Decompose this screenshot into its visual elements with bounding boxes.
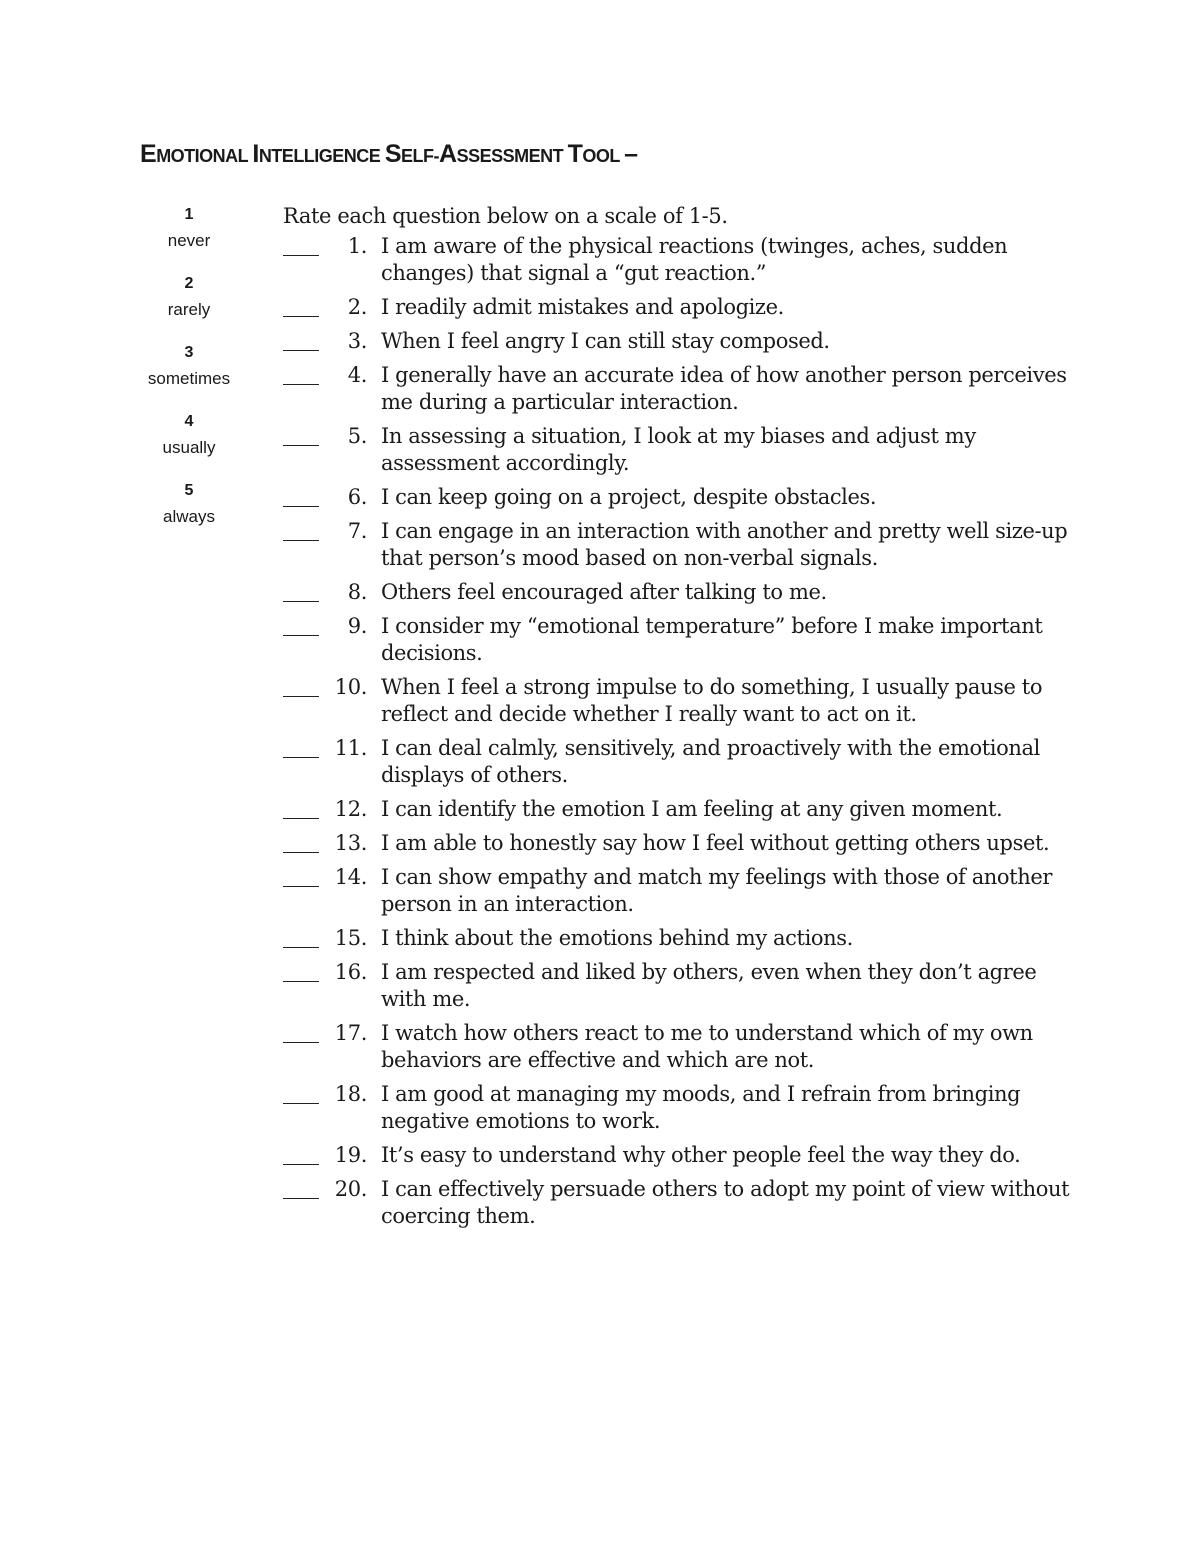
title-part: A	[439, 140, 457, 168]
question-item	[283, 674, 1073, 728]
scale-label: never	[167, 231, 211, 250]
question-number: 9.	[347, 614, 367, 638]
question-number: 14.	[334, 865, 367, 889]
scale-item	[130, 479, 248, 548]
title-part: –	[624, 140, 638, 168]
title-part: T	[567, 140, 583, 168]
question-number: 2.	[347, 295, 367, 319]
question-text: I think about the emotions behind my actions.	[381, 926, 853, 950]
answer-blank[interactable]	[283, 518, 326, 572]
scale-label: sometimes	[147, 369, 231, 388]
question-text: I can identify the emotion I am feeling at any given moment.	[381, 797, 1003, 821]
question-text: When I feel angry I can still stay composed.	[381, 329, 830, 353]
question-text: When I feel a strong impulse to do something, I usually pause to reflect and decide whether I really want to act on it.	[381, 675, 1043, 726]
answer-blank[interactable]	[283, 579, 326, 606]
title-part: E	[140, 140, 157, 168]
answer-blank[interactable]	[283, 1176, 326, 1230]
title-part: S	[384, 140, 402, 168]
question-item	[283, 423, 1073, 477]
question-text: I can effectively persuade others to adopt my point of view without coercing them.	[381, 1177, 1070, 1228]
question-number: 7.	[347, 519, 367, 543]
question-item	[283, 233, 1073, 287]
title-part: I	[252, 140, 259, 168]
question-number: 4.	[347, 363, 367, 387]
instructions: Rate each question below on a scale of 1-5.	[283, 204, 728, 228]
question-text: I am aware of the physical reactions (twinges, aches, sudden changes) that signal a “gut reaction.”	[381, 234, 1008, 285]
question-text: In assessing a situation, I look at my biases and adjust my assessment accordingly.	[381, 424, 976, 475]
question-number: 15.	[334, 926, 367, 950]
question-number: 20.	[334, 1177, 367, 1201]
question-text: I can engage in an interaction with another and pretty well size-up that person’s mood based on non-verbal signals.	[381, 519, 1068, 570]
question-text: I can keep going on a project, despite obstacles.	[381, 485, 877, 509]
answer-blank[interactable]	[283, 362, 326, 416]
scale-label: usually	[162, 438, 216, 457]
scale-item	[130, 272, 248, 341]
answer-blank[interactable]	[283, 864, 326, 918]
question-number: 13.	[334, 831, 367, 855]
question-number: 5.	[347, 424, 367, 448]
answer-blank[interactable]	[283, 294, 326, 321]
document-title	[140, 140, 637, 169]
question-item	[283, 925, 1073, 952]
question-number: 18.	[334, 1082, 367, 1106]
scale-number: 3	[184, 344, 194, 361]
scale-item	[130, 203, 248, 272]
question-item	[283, 1142, 1073, 1169]
scale-number: 2	[184, 275, 194, 292]
answer-blank[interactable]	[283, 830, 326, 857]
question-item	[283, 518, 1073, 572]
question-item	[283, 579, 1073, 606]
answer-blank[interactable]	[283, 1081, 326, 1135]
question-item	[283, 735, 1073, 789]
question-number: 19.	[334, 1143, 367, 1167]
question-number: 1.	[347, 234, 367, 258]
question-item	[283, 1020, 1073, 1074]
answer-blank[interactable]	[283, 674, 326, 728]
scale-number: 5	[184, 482, 194, 499]
title-part: ELF-	[401, 146, 440, 166]
question-text: I am good at managing my moods, and I refrain from bringing negative emotions to work.	[381, 1082, 1021, 1133]
answer-blank[interactable]	[283, 735, 326, 789]
question-text: I watch how others react to me to understand which of my own behaviors are effective and which are not.	[381, 1021, 1033, 1072]
scale-item	[130, 410, 248, 479]
question-number: 16.	[334, 960, 367, 984]
question-text: I consider my “emotional temperature” before I make important decisions.	[381, 614, 1043, 665]
rating-scale-legend	[130, 203, 248, 548]
question-item	[283, 294, 1073, 321]
question-text: Others feel encouraged after talking to me.	[381, 580, 827, 604]
question-number: 12.	[334, 797, 367, 821]
answer-blank[interactable]	[283, 1142, 326, 1169]
question-number: 6.	[347, 485, 367, 509]
question-text: I readily admit mistakes and apologize.	[381, 295, 784, 319]
answer-blank[interactable]	[283, 484, 326, 511]
title-part: NTELLIGENCE	[258, 146, 385, 166]
answer-blank[interactable]	[283, 925, 326, 952]
question-item	[283, 830, 1073, 857]
question-number: 8.	[347, 580, 367, 604]
answer-blank[interactable]	[283, 1020, 326, 1074]
answer-blank[interactable]	[283, 328, 326, 355]
question-number: 10.	[334, 675, 367, 699]
question-text: I am able to honestly say how I feel without getting others upset.	[381, 831, 1050, 855]
question-item	[283, 613, 1073, 667]
answer-blank[interactable]	[283, 613, 326, 667]
question-text: I generally have an accurate idea of how another person perceives me during a particular interaction.	[381, 363, 1067, 414]
question-text: It’s easy to understand why other people feel the way they do.	[381, 1143, 1021, 1167]
questionnaire	[283, 199, 1073, 1237]
answer-blank[interactable]	[283, 959, 326, 1013]
question-text: I am respected and liked by others, even when they don’t agree with me.	[381, 960, 1037, 1011]
scale-number: 1	[184, 206, 194, 223]
scale-number: 4	[184, 413, 194, 430]
title-part: SSESSMENT	[456, 146, 568, 166]
title-part: OOL	[582, 146, 625, 166]
question-item	[283, 1176, 1073, 1230]
question-item	[283, 1081, 1073, 1135]
answer-blank[interactable]	[283, 796, 326, 823]
question-number: 3.	[347, 329, 367, 353]
question-number: 11.	[334, 736, 367, 760]
scale-label: rarely	[167, 300, 211, 319]
question-item	[283, 864, 1073, 918]
answer-blank[interactable]	[283, 423, 326, 477]
question-text: I can deal calmly, sensitively, and proactively with the emotional displays of others.	[381, 736, 1040, 787]
question-item	[283, 959, 1073, 1013]
question-item	[283, 484, 1073, 511]
answer-blank[interactable]	[283, 233, 326, 287]
question-item	[283, 328, 1073, 355]
question-item	[283, 362, 1073, 416]
scale-item	[130, 341, 248, 410]
question-list	[283, 233, 1073, 1230]
question-item	[283, 796, 1073, 823]
scale-label: always	[163, 507, 215, 526]
question-text: I can show empathy and match my feelings with those of another person in an interaction.	[381, 865, 1053, 916]
title-part: MOTIONAL	[156, 146, 253, 166]
question-number: 17.	[334, 1021, 367, 1045]
